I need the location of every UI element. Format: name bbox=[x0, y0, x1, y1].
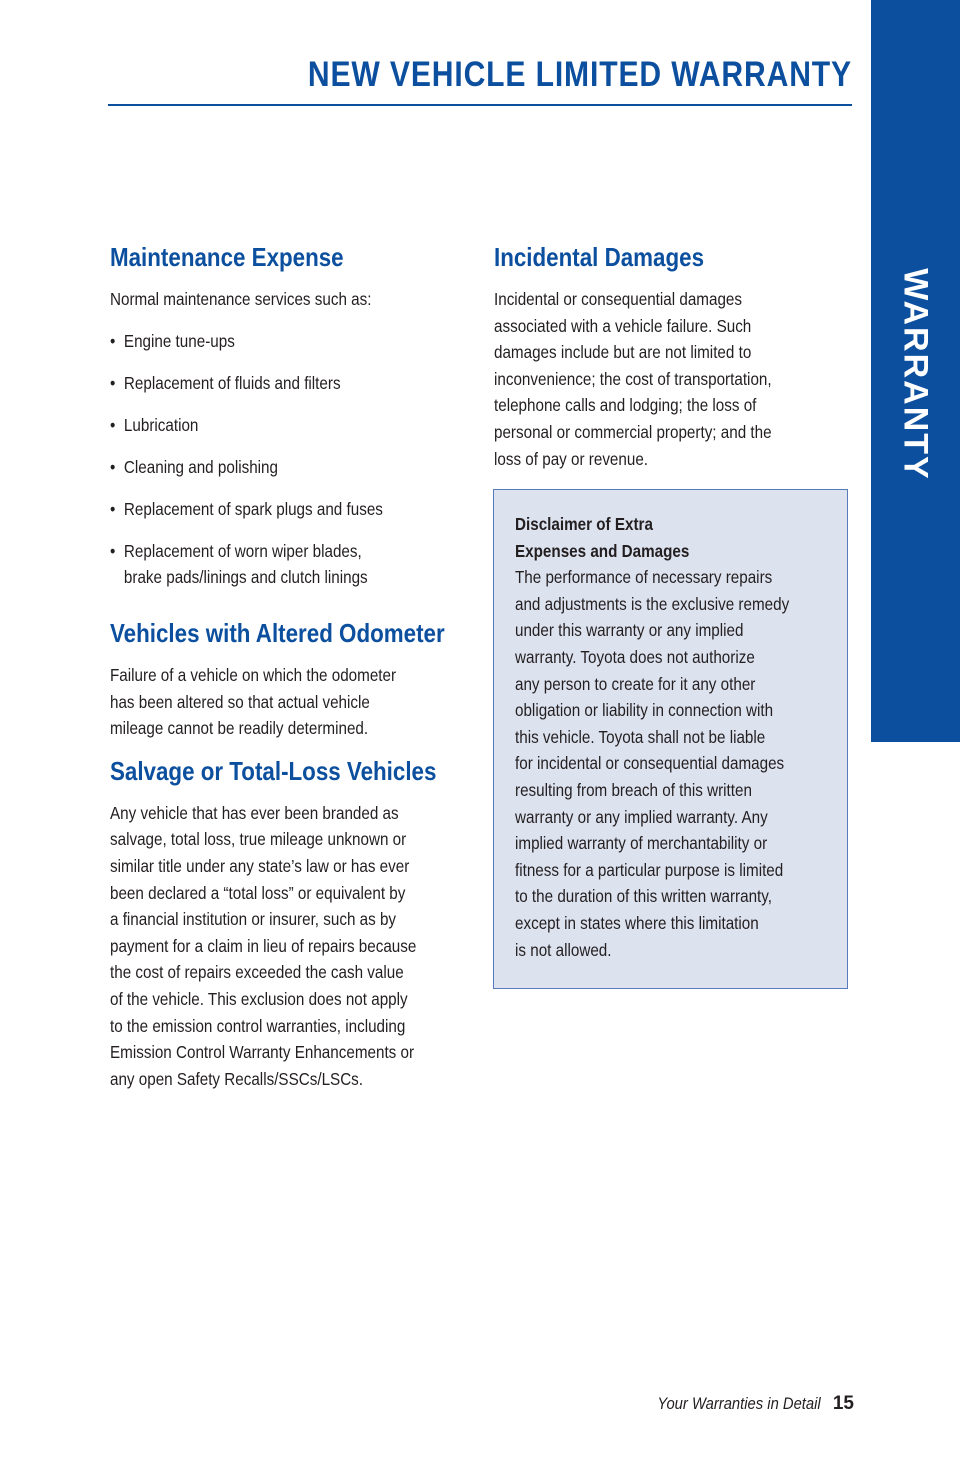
text-line: Emission Control Warranty Enhancements or bbox=[110, 1042, 415, 1063]
text-line: any person to create for it any other bbox=[515, 673, 756, 694]
text-line: telephone calls and lodging; the loss of bbox=[494, 395, 757, 416]
disclaimer-title bbox=[515, 511, 802, 564]
maintenance-intro: Normal maintenance services such as: bbox=[110, 289, 372, 309]
text-line: similar title under any state’s law or has ever bbox=[110, 856, 410, 877]
text-line: Incidental or consequential damages bbox=[494, 289, 743, 309]
odometer-paragraph bbox=[110, 662, 423, 742]
text-line: under this warranty or any implied bbox=[515, 620, 744, 641]
right-column bbox=[494, 240, 854, 472]
text-line: has been altered so that actual vehicle bbox=[110, 691, 370, 712]
page-number: 15 bbox=[832, 1393, 854, 1414]
text-line: a financial institution or insurer, such as by bbox=[110, 909, 397, 930]
maintenance-list bbox=[110, 328, 470, 591]
list-item-text: Replacement of spark plugs and fuses bbox=[123, 498, 383, 519]
list-item-text: brake pads/linings and clutch linings bbox=[123, 567, 368, 588]
bullet-icon: • bbox=[110, 330, 116, 351]
text-line: associated with a vehicle failure. Such bbox=[494, 315, 752, 336]
text-line: obligation or liability in connection with bbox=[515, 700, 774, 721]
disclaimer-box bbox=[493, 489, 848, 989]
list-item bbox=[110, 370, 423, 397]
maintenance-heading: Maintenance Expense bbox=[110, 242, 344, 272]
list-item-text: Replacement of fluids and filters bbox=[123, 372, 341, 393]
bullet-icon: • bbox=[110, 456, 116, 477]
footer-section-label: Your Warranties in Detail bbox=[657, 1394, 821, 1413]
list-item-text: Cleaning and polishing bbox=[123, 456, 278, 477]
text-line: any open Safety Recalls/SSCs/LSCs. bbox=[110, 1068, 364, 1089]
list-item bbox=[110, 454, 423, 481]
text-line: Disclaimer of Extra bbox=[515, 514, 653, 534]
text-line: inconvenience; the cost of transportation, bbox=[494, 368, 772, 389]
list-item bbox=[110, 496, 423, 523]
list-item bbox=[110, 538, 423, 591]
text-line: resulting from breach of this written bbox=[515, 779, 752, 800]
text-line: Expenses and Damages bbox=[515, 540, 690, 561]
page-footer bbox=[633, 1392, 854, 1416]
text-line: warranty. Toyota does not authorize bbox=[515, 646, 755, 667]
text-line: loss of pay or revenue. bbox=[494, 448, 649, 469]
side-tab-label-box bbox=[872, 267, 958, 481]
text-line: payment for a claim in lieu of repairs because bbox=[110, 935, 417, 956]
salvage-heading: Salvage or Total-Loss Vehicles bbox=[110, 755, 437, 786]
text-line: The performance of necessary repairs bbox=[515, 567, 773, 588]
incidental-paragraph bbox=[494, 286, 807, 472]
incidental-heading: Incidental Damages bbox=[494, 242, 705, 272]
list-item bbox=[110, 412, 423, 439]
text-line: to the emission control warranties, including bbox=[110, 1015, 406, 1036]
side-tab-label: WARRANTY bbox=[896, 267, 935, 481]
text-line: of the vehicle. This exclusion does not apply bbox=[110, 989, 408, 1010]
text-line: warranty or any implied warranty. Any bbox=[515, 806, 768, 827]
text-line: personal or commercial property; and the bbox=[494, 421, 772, 442]
salvage-paragraph bbox=[110, 800, 423, 1093]
list-item-text: Replacement of worn wiper blades, bbox=[123, 540, 362, 561]
text-line: been declared a “total loss” or equivalent by bbox=[110, 882, 406, 903]
list-item bbox=[110, 328, 423, 355]
disclaimer-paragraph bbox=[515, 564, 802, 963]
list-item-text: Lubrication bbox=[123, 414, 199, 435]
page-title: NEW VEHICLE LIMITED WARRANTY bbox=[307, 55, 853, 94]
bullet-icon: • bbox=[110, 498, 116, 519]
list-item-text: Engine tune-ups bbox=[123, 330, 235, 351]
title-divider bbox=[108, 104, 852, 106]
text-line: damages include but are not limited to bbox=[494, 342, 752, 363]
text-line: implied warranty of merchantability or bbox=[515, 833, 768, 854]
text-line: and adjustments is the exclusive remedy bbox=[515, 593, 790, 614]
text-line: Any vehicle that has ever been branded as bbox=[110, 802, 399, 823]
text-line: to the duration of this written warranty, bbox=[515, 886, 772, 907]
text-line: Failure of a vehicle on which the odometer bbox=[110, 665, 397, 686]
text-line: mileage cannot be readily determined. bbox=[110, 718, 369, 739]
bullet-icon: • bbox=[110, 414, 116, 435]
text-line: is not allowed. bbox=[515, 939, 612, 960]
text-line: salvage, total loss, true mileage unknown or bbox=[110, 829, 407, 850]
text-line: except in states where this limitation bbox=[515, 912, 759, 933]
left-column bbox=[110, 240, 470, 1092]
odometer-heading: Vehicles with Altered Odometer bbox=[110, 618, 445, 649]
bullet-icon: • bbox=[110, 372, 116, 393]
text-line: fitness for a particular purpose is limited bbox=[515, 859, 784, 880]
text-line: the cost of repairs exceeded the cash value bbox=[110, 962, 404, 983]
text-line: for incidental or consequential damages bbox=[515, 753, 785, 774]
bullet-icon: • bbox=[110, 540, 116, 561]
text-line: this vehicle. Toyota shall not be liable bbox=[515, 726, 766, 747]
